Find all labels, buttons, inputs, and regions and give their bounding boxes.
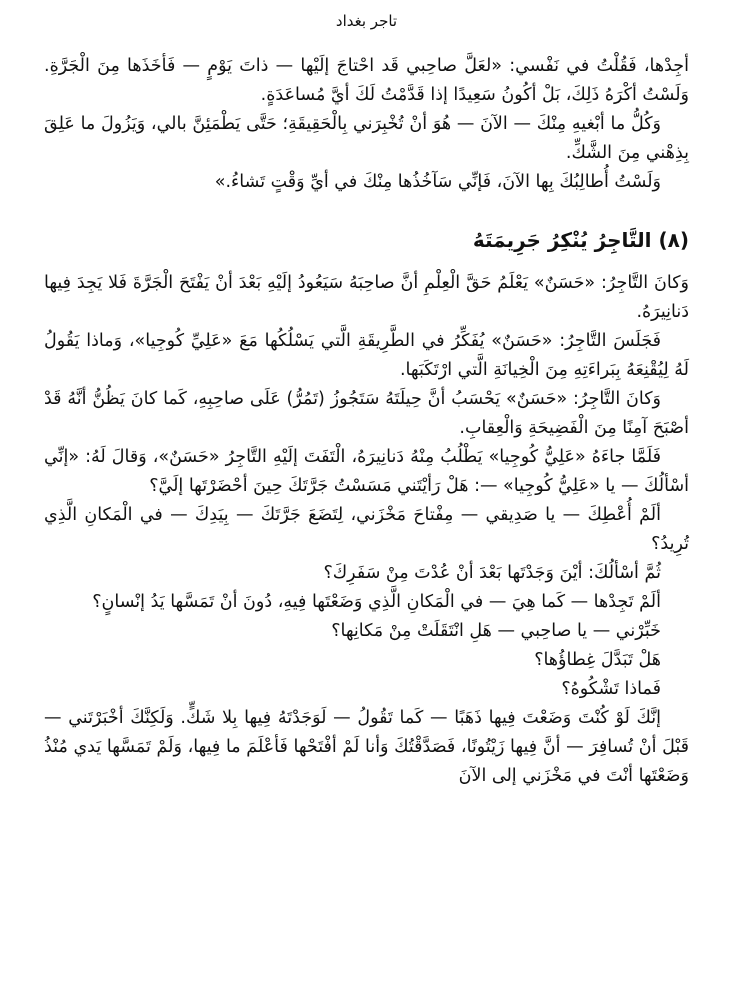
paragraph: فَلَمَّا جاءَهُ «عَلِيُّ كُوجِيا» يَطْلُبُ مِنْهُ دَنانِيرَهُ، الْتَفَتَ إلَيْهِ التَّاجِرُ «حَسَنٌ»، وَقالَ لَهُ: «إنِّي أسْألُكَ — يا «عَلِيُّ كُوجِيا» —: هَلْ رَأيْتَني مَسَسْتُ جَرَّتَكَ حِينَ أحْضَرْتَها إلَيَّ؟ bbox=[44, 447, 689, 496]
paragraph-continued: أجِدْها، فَقُلْتُ في نَفْسي: «لعَلَّ صاحِبي قَد احْتاجَ إلَيْها — ذاتَ يَوْمٍ — فَأخَذَها مِنَ الْجَرَّةِ. وَلَسْتُ أكْرَهُ ذَلِكَ، بَلْ أكُونُ سَعِيدًا إذا قَدَّمْتُ لَكَ أيَّ مُساعَدَةٍ. bbox=[44, 56, 689, 105]
page-content bbox=[44, 52, 689, 791]
dialog-line: فَماذا تَشْكُوهُ؟ bbox=[561, 679, 661, 699]
running-header: تاجر بغداد bbox=[335, 12, 398, 30]
paragraph: وَكانَ التَّاجِرُ: «حَسَنٌ» يَعْلَمُ حَقَّ الْعِلْمِ أنَّ صاحِبَهُ سَيَعُودُ إلَيْهِ بَعْدَ أنْ يَفْتَحَ الْجَرَّةَ فَلا يَجِدَ فِيها دَنانِيرَهُ. bbox=[44, 273, 689, 322]
paragraph: ألَمْ أُعْطِكَ — يا صَدِيقي — مِفْتاحَ مَخْزَني، لِتَضَعَ جَرَّتَكَ — بِيَدِكَ — في الْمَكانِ الَّذِي تُرِيدُ؟ bbox=[44, 505, 689, 554]
paragraph: فَجَلَسَ التَّاجِرُ: «حَسَنٌ» يُفَكِّرُ في الطَّرِيقَةِ الَّتي يَسْلُكُها مَعَ «عَلِيِّ كُوجِيا»، وَماذا يَقُولُ لَهُ لِيُقْنِعَهُ بِبَراءَتِهِ مِنَ الْخِيانَةِ الَّتي ارْتَكَبَها. bbox=[44, 331, 689, 380]
dialog-line: ثُمَّ أسْألُكَ: أيْنَ وَجَدْتَها بَعْدَ أنْ عُدْتَ مِنْ سَفَرِكَ؟ bbox=[323, 563, 661, 583]
dialog-line: ألَمْ تَجِدْها — كَما هِيَ — في الْمَكانِ الَّذِي وَضَعْتَها فِيهِ، دُونَ أنْ تَمَسَّها يَدُ إنْسانٍ؟ bbox=[92, 592, 661, 612]
paragraph: إنَّكَ لَوْ كُنْتَ وَضَعْتَ فِيها ذَهَبًا — كَما تَقُولُ — لَوَجَدْتَهُ فِيها بِلا شَكٍّ. وَلَكِنَّكَ أخْبَرْتَني — قَبْلَ أنْ تُسافِرَ — أنَّ فِيها زَيْتُونًا، فَصَدَّقْتُكَ وَأنا لَمْ أفْتَحْها فَأعْلَمَ ما فِيها، وَلَمْ تَمَسَّها يَدي مُنْذُ وَضَعْتَها أنْتَ في مَخْزَني إلى الآنَ bbox=[44, 708, 689, 786]
dialog-line: هَلْ تَبَدَّلَ غِطاؤُها؟ bbox=[534, 650, 661, 670]
dialog-line: خَبِّرْني — يا صاحِبي — هَلِ انْتَقَلَتْ مِنْ مَكانِها؟ bbox=[331, 621, 661, 641]
section-spacer bbox=[44, 197, 689, 225]
paragraph: وَكُلُّ ما أبْغيهِ مِنْكَ — الآنَ — هُوَ أنْ تُخْبِرَني بِالْحَقِيقَةِ؛ حَتَّى يَطْمَئِنَّ بالي، وَيَزُولَ ما عَلِقَ بِذِهْني مِنَ الشَّكِّ. bbox=[44, 114, 689, 163]
paragraph: وَكانَ التَّاجِرُ: «حَسَنٌ» يَحْسَبُ أنَّ حِيلَتَهُ سَتَجُوزُ (تَمُرُّ) عَلَى صاحِبِهِ، كَما كانَ يَظُنُّ أنَّهُ قَدْ أصْبَحَ آمِنًا مِنَ الْفَضِيحَةِ وَالْعِقابِ. bbox=[44, 389, 689, 438]
paragraph: وَلَسْتُ أُطالِبُكَ بِها الآنَ، فَإنِّي سَآخُذُها مِنْكَ في أيِّ وَقْتٍ تَشاءُ.» bbox=[214, 172, 661, 192]
chapter-heading: (٨) التَّاجِرُ يُنْكِرُ جَرِيمَتَهُ bbox=[472, 228, 689, 252]
